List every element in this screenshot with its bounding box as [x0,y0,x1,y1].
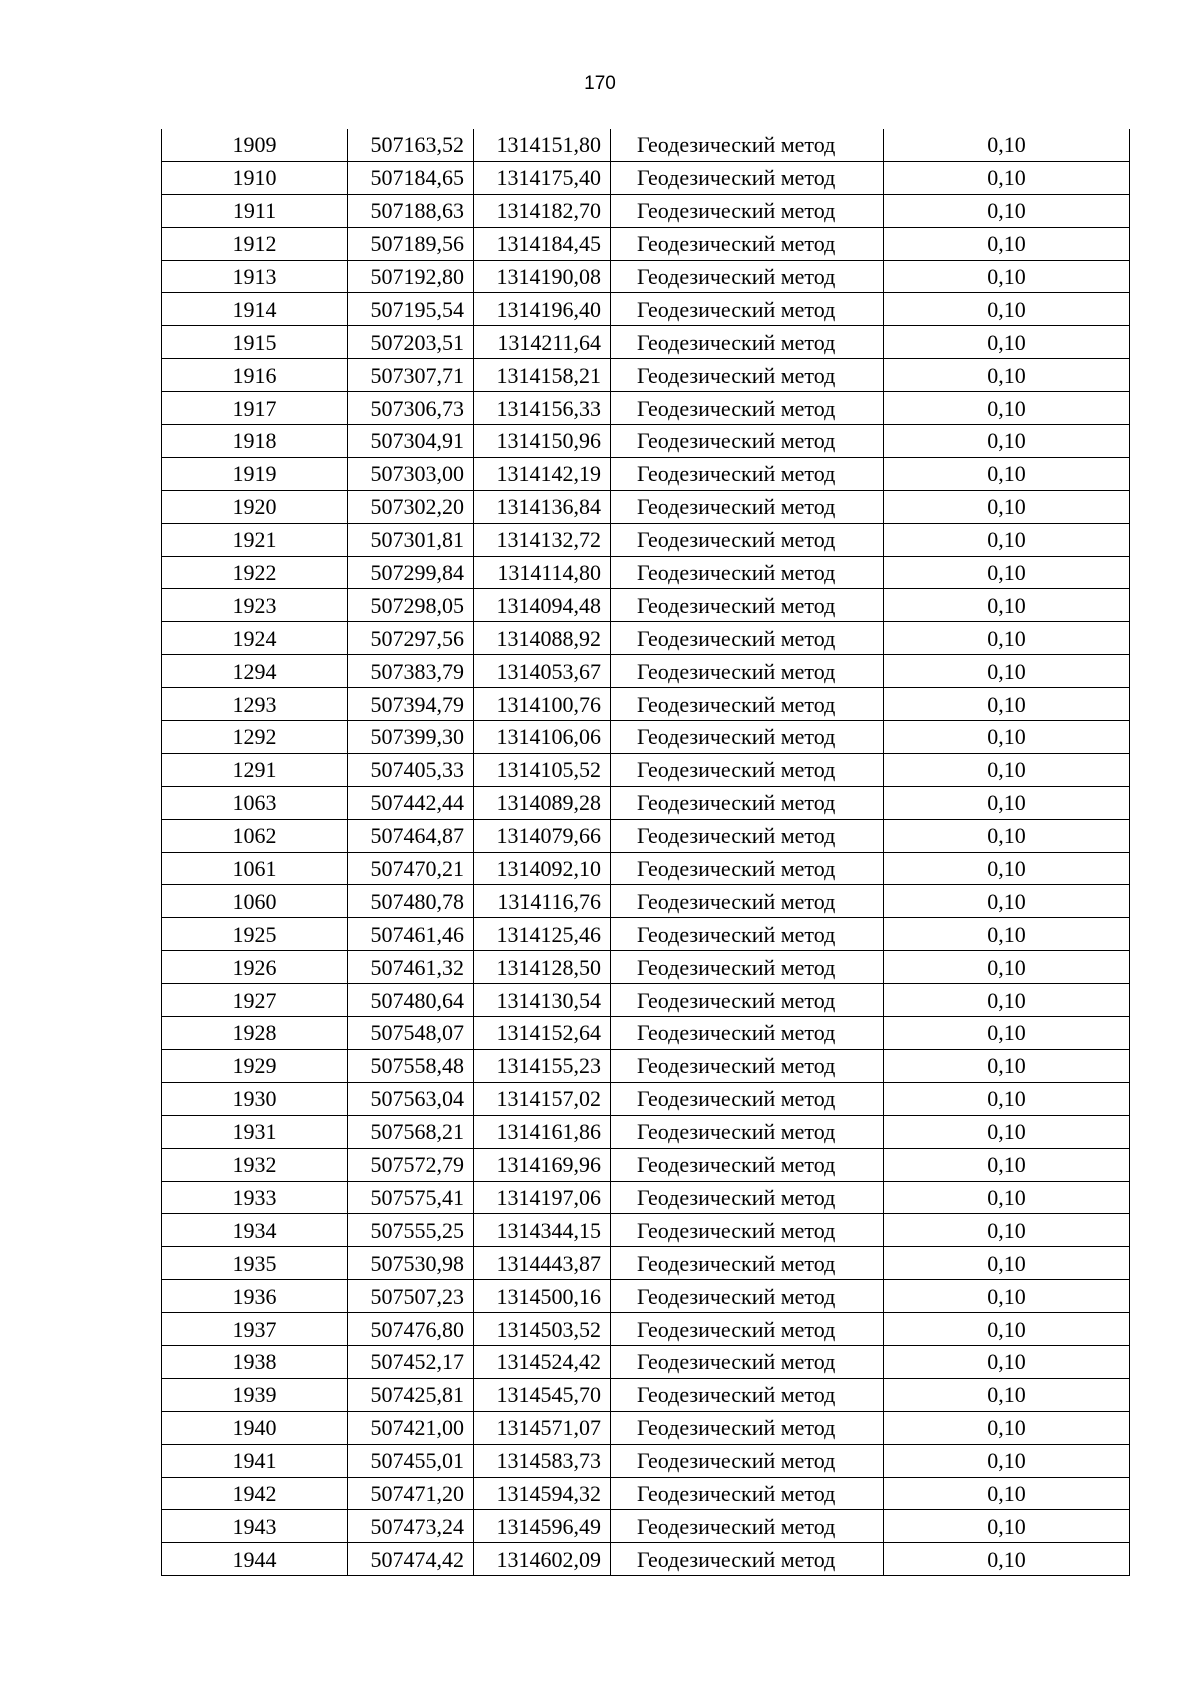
point-number-cell: 1919 [162,457,348,490]
accuracy-cell: 0,10 [884,1049,1130,1082]
x-coordinate-cell: 507195,54 [348,293,474,326]
point-number-cell: 1922 [162,556,348,589]
table-row [162,194,1130,227]
y-coordinate-cell: 1314089,28 [474,786,611,819]
point-number-cell: 1931 [162,1115,348,1148]
y-coordinate-cell: 1314128,50 [474,951,611,984]
table-row [162,1510,1130,1543]
point-number-cell: 1939 [162,1378,348,1411]
x-coordinate-cell: 507473,24 [348,1510,474,1543]
x-coordinate-cell: 507188,63 [348,194,474,227]
method-cell: Геодезический метод [611,129,884,161]
point-number-cell: 1294 [162,655,348,688]
table-row [162,1017,1130,1050]
y-coordinate-cell: 1314106,06 [474,721,611,754]
x-coordinate-cell: 507507,23 [348,1280,474,1313]
table-row [162,1411,1130,1444]
point-number-cell: 1292 [162,721,348,754]
x-coordinate-cell: 507304,91 [348,425,474,458]
accuracy-cell: 0,10 [884,523,1130,556]
accuracy-cell: 0,10 [884,885,1130,918]
accuracy-cell: 0,10 [884,1181,1130,1214]
x-coordinate-cell: 507163,52 [348,129,474,161]
accuracy-cell: 0,10 [884,293,1130,326]
point-number-cell: 1063 [162,786,348,819]
point-number-cell: 1930 [162,1082,348,1115]
accuracy-cell: 0,10 [884,1115,1130,1148]
method-cell: Геодезический метод [611,1115,884,1148]
x-coordinate-cell: 507568,21 [348,1115,474,1148]
accuracy-cell: 0,10 [884,984,1130,1017]
method-cell: Геодезический метод [611,1444,884,1477]
accuracy-cell: 0,10 [884,425,1130,458]
x-coordinate-cell: 507563,04 [348,1082,474,1115]
point-number-cell: 1920 [162,490,348,523]
accuracy-cell: 0,10 [884,392,1130,425]
accuracy-cell: 0,10 [884,1477,1130,1510]
x-coordinate-cell: 507303,00 [348,457,474,490]
table-row [162,260,1130,293]
point-number-cell: 1912 [162,227,348,260]
table-row [162,885,1130,918]
method-cell: Геодезический метод [611,392,884,425]
method-cell: Геодезический метод [611,852,884,885]
x-coordinate-cell: 507452,17 [348,1345,474,1378]
point-number-cell: 1909 [162,129,348,161]
accuracy-cell: 0,10 [884,1214,1130,1247]
method-cell: Геодезический метод [611,753,884,786]
method-cell: Геодезический метод [611,918,884,951]
table-row [162,852,1130,885]
table-row [162,1477,1130,1510]
table-row [162,819,1130,852]
table-row [162,1444,1130,1477]
point-number-cell: 1926 [162,951,348,984]
accuracy-cell: 0,10 [884,490,1130,523]
point-number-cell: 1291 [162,753,348,786]
method-cell: Геодезический метод [611,1214,884,1247]
table-row [162,556,1130,589]
table-row [162,359,1130,392]
x-coordinate-cell: 507302,20 [348,490,474,523]
method-cell: Геодезический метод [611,984,884,1017]
y-coordinate-cell: 1314571,07 [474,1411,611,1444]
y-coordinate-cell: 1314088,92 [474,622,611,655]
method-cell: Геодезический метод [611,457,884,490]
x-coordinate-cell: 507189,56 [348,227,474,260]
y-coordinate-cell: 1314503,52 [474,1313,611,1346]
y-coordinate-cell: 1314169,96 [474,1148,611,1181]
table-row [162,1247,1130,1280]
accuracy-cell: 0,10 [884,359,1130,392]
accuracy-cell: 0,10 [884,1378,1130,1411]
table-row [162,918,1130,951]
accuracy-cell: 0,10 [884,1510,1130,1543]
y-coordinate-cell: 1314156,33 [474,392,611,425]
accuracy-cell: 0,10 [884,786,1130,819]
x-coordinate-cell: 507471,20 [348,1477,474,1510]
point-number-cell: 1293 [162,688,348,721]
x-coordinate-cell: 507425,81 [348,1378,474,1411]
method-cell: Геодезический метод [611,1411,884,1444]
method-cell: Геодезический метод [611,161,884,194]
table-row [162,721,1130,754]
page-number: 170 [584,73,616,94]
method-cell: Геодезический метод [611,359,884,392]
table-row [162,425,1130,458]
point-number-cell: 1062 [162,819,348,852]
point-number-cell: 1910 [162,161,348,194]
point-number-cell: 1932 [162,1148,348,1181]
y-coordinate-cell: 1314196,40 [474,293,611,326]
table-row [162,1345,1130,1378]
table-row [162,688,1130,721]
method-cell: Геодезический метод [611,523,884,556]
accuracy-cell: 0,10 [884,852,1130,885]
y-coordinate-cell: 1314197,06 [474,1181,611,1214]
y-coordinate-cell: 1314184,45 [474,227,611,260]
y-coordinate-cell: 1314116,76 [474,885,611,918]
method-cell: Геодезический метод [611,622,884,655]
accuracy-cell: 0,10 [884,326,1130,359]
method-cell: Геодезический метод [611,1017,884,1050]
table-row [162,622,1130,655]
x-coordinate-cell: 507301,81 [348,523,474,556]
point-number-cell: 1061 [162,852,348,885]
point-number-cell: 1918 [162,425,348,458]
method-cell: Геодезический метод [611,1049,884,1082]
method-cell: Геодезический метод [611,589,884,622]
point-number-cell: 1938 [162,1345,348,1378]
x-coordinate-cell: 507461,46 [348,918,474,951]
table-row [162,523,1130,556]
point-number-cell: 1933 [162,1181,348,1214]
table-row [162,951,1130,984]
point-number-cell: 1935 [162,1247,348,1280]
accuracy-cell: 0,10 [884,1543,1130,1576]
table-row [162,1280,1130,1313]
table-row [162,227,1130,260]
x-coordinate-cell: 507461,32 [348,951,474,984]
x-coordinate-cell: 507474,42 [348,1543,474,1576]
method-cell: Геодезический метод [611,721,884,754]
point-number-cell: 1927 [162,984,348,1017]
accuracy-cell: 0,10 [884,1280,1130,1313]
table-row [162,1148,1130,1181]
y-coordinate-cell: 1314152,64 [474,1017,611,1050]
accuracy-cell: 0,10 [884,819,1130,852]
table-row [162,490,1130,523]
y-coordinate-cell: 1314132,72 [474,523,611,556]
y-coordinate-cell: 1314161,86 [474,1115,611,1148]
table-row [162,1115,1130,1148]
y-coordinate-cell: 1314596,49 [474,1510,611,1543]
table-row [162,1214,1130,1247]
y-coordinate-cell: 1314344,15 [474,1214,611,1247]
method-cell: Геодезический метод [611,293,884,326]
table-row [162,161,1130,194]
table-row [162,1049,1130,1082]
method-cell: Геодезический метод [611,885,884,918]
point-number-cell: 1929 [162,1049,348,1082]
y-coordinate-cell: 1314175,40 [474,161,611,194]
method-cell: Геодезический метод [611,1543,884,1576]
point-number-cell: 1925 [162,918,348,951]
method-cell: Геодезический метод [611,260,884,293]
y-coordinate-cell: 1314142,19 [474,457,611,490]
point-number-cell: 1921 [162,523,348,556]
method-cell: Геодезический метод [611,1247,884,1280]
method-cell: Геодезический метод [611,688,884,721]
method-cell: Геодезический метод [611,786,884,819]
y-coordinate-cell: 1314157,02 [474,1082,611,1115]
y-coordinate-cell: 1314182,70 [474,194,611,227]
accuracy-cell: 0,10 [884,1411,1130,1444]
method-cell: Геодезический метод [611,490,884,523]
x-coordinate-cell: 507399,30 [348,721,474,754]
x-coordinate-cell: 507405,33 [348,753,474,786]
accuracy-cell: 0,10 [884,161,1130,194]
method-cell: Геодезический метод [611,227,884,260]
table-row [162,589,1130,622]
y-coordinate-cell: 1314053,67 [474,655,611,688]
point-number-cell: 1915 [162,326,348,359]
coordinates-table [161,129,1130,1576]
x-coordinate-cell: 507184,65 [348,161,474,194]
method-cell: Геодезический метод [611,425,884,458]
accuracy-cell: 0,10 [884,457,1130,490]
table-row [162,984,1130,1017]
point-number-cell: 1928 [162,1017,348,1050]
table-row [162,392,1130,425]
y-coordinate-cell: 1314583,73 [474,1444,611,1477]
method-cell: Геодезический метод [611,1477,884,1510]
x-coordinate-cell: 507558,48 [348,1049,474,1082]
accuracy-cell: 0,10 [884,721,1130,754]
table-row [162,1543,1130,1576]
y-coordinate-cell: 1314125,46 [474,918,611,951]
method-cell: Геодезический метод [611,1510,884,1543]
table-row [162,753,1130,786]
accuracy-cell: 0,10 [884,1017,1130,1050]
accuracy-cell: 0,10 [884,227,1130,260]
point-number-cell: 1914 [162,293,348,326]
method-cell: Геодезический метод [611,1313,884,1346]
method-cell: Геодезический метод [611,1148,884,1181]
accuracy-cell: 0,10 [884,260,1130,293]
y-coordinate-cell: 1314594,32 [474,1477,611,1510]
point-number-cell: 1941 [162,1444,348,1477]
method-cell: Геодезический метод [611,326,884,359]
y-coordinate-cell: 1314155,23 [474,1049,611,1082]
x-coordinate-cell: 507455,01 [348,1444,474,1477]
x-coordinate-cell: 507297,56 [348,622,474,655]
point-number-cell: 1936 [162,1280,348,1313]
y-coordinate-cell: 1314079,66 [474,819,611,852]
x-coordinate-cell: 507464,87 [348,819,474,852]
accuracy-cell: 0,10 [884,1313,1130,1346]
accuracy-cell: 0,10 [884,1247,1130,1280]
accuracy-cell: 0,10 [884,1444,1130,1477]
table-row [162,655,1130,688]
method-cell: Геодезический метод [611,1181,884,1214]
point-number-cell: 1923 [162,589,348,622]
table-row [162,1082,1130,1115]
accuracy-cell: 0,10 [884,753,1130,786]
x-coordinate-cell: 507421,00 [348,1411,474,1444]
method-cell: Геодезический метод [611,194,884,227]
accuracy-cell: 0,10 [884,129,1130,161]
accuracy-cell: 0,10 [884,622,1130,655]
point-number-cell: 1924 [162,622,348,655]
y-coordinate-cell: 1314092,10 [474,852,611,885]
x-coordinate-cell: 507470,21 [348,852,474,885]
x-coordinate-cell: 507203,51 [348,326,474,359]
accuracy-cell: 0,10 [884,1148,1130,1181]
accuracy-cell: 0,10 [884,556,1130,589]
x-coordinate-cell: 507530,98 [348,1247,474,1280]
table-row [162,457,1130,490]
x-coordinate-cell: 507306,73 [348,392,474,425]
table-row [162,326,1130,359]
x-coordinate-cell: 507442,44 [348,786,474,819]
point-number-cell: 1937 [162,1313,348,1346]
y-coordinate-cell: 1314545,70 [474,1378,611,1411]
point-number-cell: 1940 [162,1411,348,1444]
x-coordinate-cell: 507383,79 [348,655,474,688]
x-coordinate-cell: 507480,78 [348,885,474,918]
point-number-cell: 1060 [162,885,348,918]
table-row [162,129,1130,161]
method-cell: Геодезический метод [611,556,884,589]
accuracy-cell: 0,10 [884,918,1130,951]
y-coordinate-cell: 1314136,84 [474,490,611,523]
x-coordinate-cell: 507572,79 [348,1148,474,1181]
x-coordinate-cell: 507394,79 [348,688,474,721]
x-coordinate-cell: 507555,25 [348,1214,474,1247]
method-cell: Геодезический метод [611,1378,884,1411]
x-coordinate-cell: 507298,05 [348,589,474,622]
y-coordinate-cell: 1314158,21 [474,359,611,392]
method-cell: Геодезический метод [611,1082,884,1115]
y-coordinate-cell: 1314500,16 [474,1280,611,1313]
point-number-cell: 1916 [162,359,348,392]
accuracy-cell: 0,10 [884,589,1130,622]
point-number-cell: 1943 [162,1510,348,1543]
point-number-cell: 1913 [162,260,348,293]
accuracy-cell: 0,10 [884,951,1130,984]
x-coordinate-cell: 507299,84 [348,556,474,589]
point-number-cell: 1942 [162,1477,348,1510]
point-number-cell: 1911 [162,194,348,227]
coordinates-table-body [162,129,1130,1576]
method-cell: Геодезический метод [611,655,884,688]
x-coordinate-cell: 507476,80 [348,1313,474,1346]
table-row [162,1181,1130,1214]
table-row [162,786,1130,819]
x-coordinate-cell: 507192,80 [348,260,474,293]
accuracy-cell: 0,10 [884,655,1130,688]
y-coordinate-cell: 1314100,76 [474,688,611,721]
y-coordinate-cell: 1314443,87 [474,1247,611,1280]
method-cell: Геодезический метод [611,1345,884,1378]
x-coordinate-cell: 507575,41 [348,1181,474,1214]
accuracy-cell: 0,10 [884,1082,1130,1115]
point-number-cell: 1917 [162,392,348,425]
x-coordinate-cell: 507307,71 [348,359,474,392]
y-coordinate-cell: 1314602,09 [474,1543,611,1576]
y-coordinate-cell: 1314114,80 [474,556,611,589]
point-number-cell: 1934 [162,1214,348,1247]
table-row [162,293,1130,326]
accuracy-cell: 0,10 [884,1345,1130,1378]
y-coordinate-cell: 1314151,80 [474,129,611,161]
method-cell: Геодезический метод [611,1280,884,1313]
x-coordinate-cell: 507548,07 [348,1017,474,1050]
y-coordinate-cell: 1314150,96 [474,425,611,458]
y-coordinate-cell: 1314524,42 [474,1345,611,1378]
y-coordinate-cell: 1314211,64 [474,326,611,359]
table-row [162,1378,1130,1411]
y-coordinate-cell: 1314105,52 [474,753,611,786]
method-cell: Геодезический метод [611,819,884,852]
x-coordinate-cell: 507480,64 [348,984,474,1017]
y-coordinate-cell: 1314094,48 [474,589,611,622]
method-cell: Геодезический метод [611,951,884,984]
y-coordinate-cell: 1314190,08 [474,260,611,293]
accuracy-cell: 0,10 [884,688,1130,721]
y-coordinate-cell: 1314130,54 [474,984,611,1017]
point-number-cell: 1944 [162,1543,348,1576]
accuracy-cell: 0,10 [884,194,1130,227]
table-row [162,1313,1130,1346]
